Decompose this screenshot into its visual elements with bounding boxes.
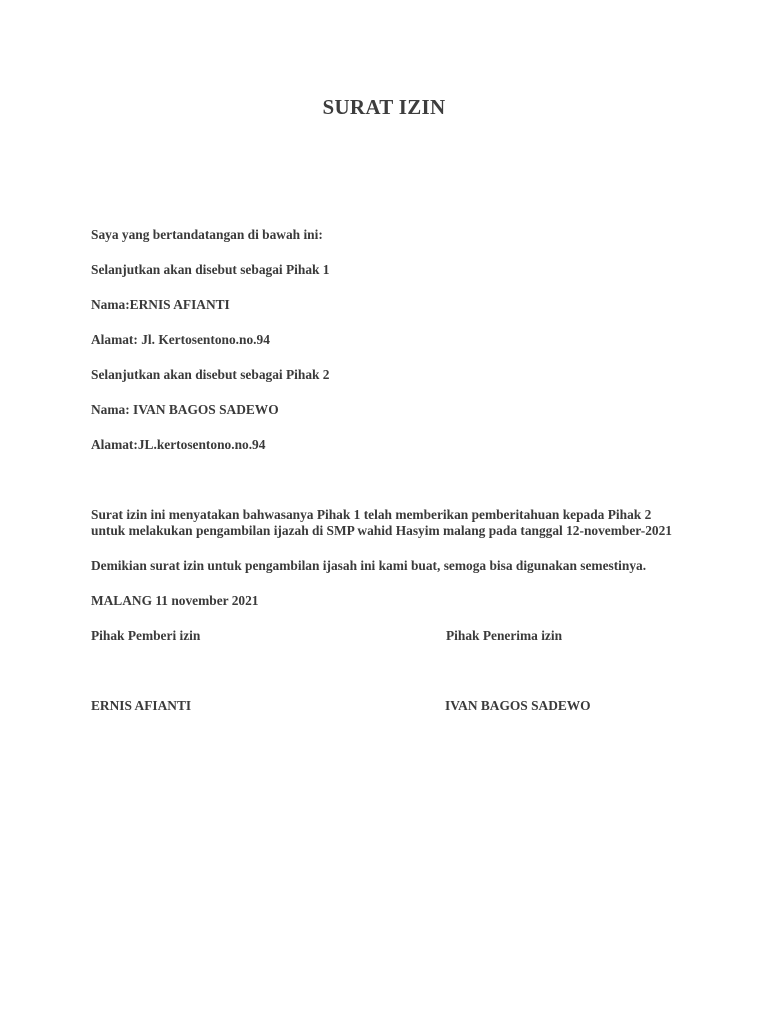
party2-name: Nama: IVAN BAGOS SADEWO xyxy=(91,402,279,417)
statement-paragraph xyxy=(91,507,691,539)
closing-line: Demikian surat izin untuk pengambilan ijasah ini kami buat, semoga bisa digunakan semestinya. xyxy=(91,558,647,573)
giver-label: Pihak Pemberi izin xyxy=(91,628,201,643)
giver-name: ERNIS AFIANTI xyxy=(91,698,192,713)
party2-designation: Selanjutkan akan disebut sebagai Pihak 2 xyxy=(91,367,330,382)
party1-name: Nama:ERNIS AFIANTI xyxy=(91,297,230,312)
party2-address: Alamat:JL.kertosentono.no.94 xyxy=(91,437,266,452)
statement-line-2: untuk melakukan pengambilan ijazah di SMP wahid Hasyim malang pada tanggal 12-november-2021 xyxy=(91,523,672,538)
receiver-name: IVAN BAGOS SADEWO xyxy=(445,698,591,713)
place-date: MALANG 11 november 2021 xyxy=(91,593,259,608)
party1-address: Alamat: Jl. Kertosentono.no.94 xyxy=(91,332,270,347)
party1-designation: Selanjutkan akan disebut sebagai Pihak 1 xyxy=(91,262,330,277)
receiver-label: Pihak Penerima izin xyxy=(446,628,563,643)
statement-line-1: Surat izin ini menyatakan bahwasanya Pihak 1 telah memberikan pemberitahuan kepada Pihak 2 xyxy=(91,507,652,522)
intro-line: Saya yang bertandatangan di bawah ini: xyxy=(91,227,323,242)
letter-title: SURAT IZIN xyxy=(322,95,446,119)
